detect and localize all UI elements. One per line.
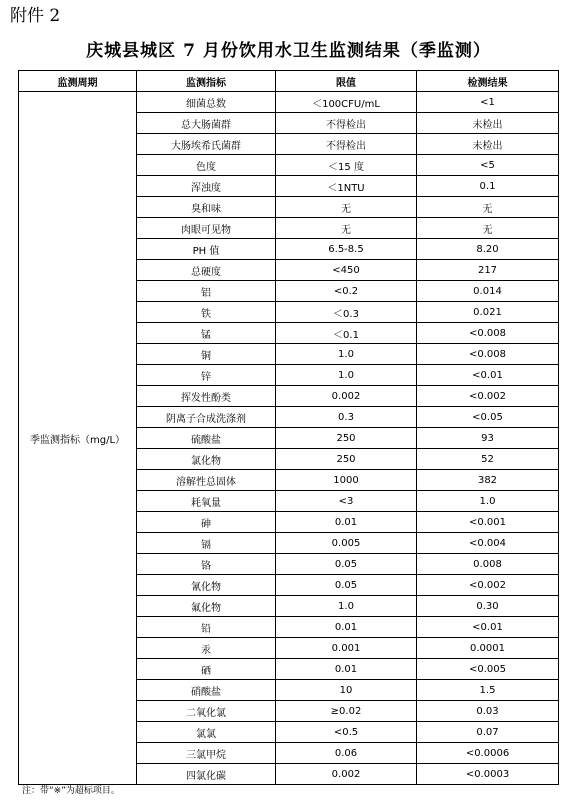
result-cell: 0.03 bbox=[417, 701, 559, 722]
indicator-cell: 二氧化氯 bbox=[137, 701, 276, 722]
result-cell: 93 bbox=[417, 428, 559, 449]
limit-cell: 0.3 bbox=[276, 407, 417, 428]
result-cell: 1.0 bbox=[417, 491, 559, 512]
indicator-cell: 溶解性总固体 bbox=[137, 470, 276, 491]
limit-cell: 0.002 bbox=[276, 764, 417, 785]
limit-cell: 0.01 bbox=[276, 512, 417, 533]
result-cell: <0.005 bbox=[417, 659, 559, 680]
result-cell: 8.20 bbox=[417, 239, 559, 260]
limit-cell: 无 bbox=[276, 197, 417, 218]
indicator-cell: 耗氧量 bbox=[137, 491, 276, 512]
limit-cell: 250 bbox=[276, 449, 417, 470]
limit-cell: 1.0 bbox=[276, 596, 417, 617]
indicator-cell: 铅 bbox=[137, 617, 276, 638]
indicator-cell: 汞 bbox=[137, 638, 276, 659]
indicator-cell: 浑浊度 bbox=[137, 176, 276, 197]
header-result: 检测结果 bbox=[417, 71, 559, 92]
footnote: 注：带“※”为超标项目。 bbox=[22, 786, 120, 796]
indicator-cell: 镉 bbox=[137, 533, 276, 554]
result-cell: <1 bbox=[417, 92, 559, 113]
result-cell: <0.0006 bbox=[417, 743, 559, 764]
result-cell: 217 bbox=[417, 260, 559, 281]
limit-cell: 1.0 bbox=[276, 365, 417, 386]
indicator-cell: 色度 bbox=[137, 155, 276, 176]
limit-cell: 0.01 bbox=[276, 617, 417, 638]
result-cell: 52 bbox=[417, 449, 559, 470]
indicator-cell: 氰化物 bbox=[137, 575, 276, 596]
result-cell: 0.014 bbox=[417, 281, 559, 302]
results-table bbox=[18, 70, 559, 785]
result-cell: 0.008 bbox=[417, 554, 559, 575]
indicator-cell: 硫酸盐 bbox=[137, 428, 276, 449]
result-cell: <0.004 bbox=[417, 533, 559, 554]
limit-cell: 0.001 bbox=[276, 638, 417, 659]
result-cell: <0.001 bbox=[417, 512, 559, 533]
limit-cell: 无 bbox=[276, 218, 417, 239]
limit-cell: <0.2 bbox=[276, 281, 417, 302]
result-cell: 0.0001 bbox=[417, 638, 559, 659]
limit-cell: <0.5 bbox=[276, 722, 417, 743]
indicator-cell: 铁 bbox=[137, 302, 276, 323]
result-cell: <0.05 bbox=[417, 407, 559, 428]
result-cell: 1.5 bbox=[417, 680, 559, 701]
indicator-cell: 细菌总数 bbox=[137, 92, 276, 113]
limit-cell: 0.005 bbox=[276, 533, 417, 554]
indicator-cell: 铝 bbox=[137, 281, 276, 302]
indicator-cell: 锌 bbox=[137, 365, 276, 386]
result-cell: 0.021 bbox=[417, 302, 559, 323]
indicator-cell: 挥发性酚类 bbox=[137, 386, 276, 407]
indicator-cell: 氯氯 bbox=[137, 722, 276, 743]
indicator-cell: 氯化物 bbox=[137, 449, 276, 470]
indicator-cell: 大肠埃希氏菌群 bbox=[137, 134, 276, 155]
indicator-cell: 锰 bbox=[137, 323, 276, 344]
limit-cell: 6.5-8.5 bbox=[276, 239, 417, 260]
indicator-cell: 硝酸盐 bbox=[137, 680, 276, 701]
indicator-cell: 总硬度 bbox=[137, 260, 276, 281]
limit-cell: ＜0.3 bbox=[276, 302, 417, 323]
table-row bbox=[19, 92, 559, 113]
result-cell: 0.07 bbox=[417, 722, 559, 743]
indicator-cell: PH 值 bbox=[137, 239, 276, 260]
limit-cell: 1000 bbox=[276, 470, 417, 491]
table-body bbox=[19, 92, 559, 785]
header-period: 监测周期 bbox=[19, 71, 137, 92]
limit-cell: ＜0.1 bbox=[276, 323, 417, 344]
limit-cell: 不得检出 bbox=[276, 134, 417, 155]
limit-cell: 0.01 bbox=[276, 659, 417, 680]
limit-cell: 10 bbox=[276, 680, 417, 701]
result-cell: <0.002 bbox=[417, 575, 559, 596]
indicator-cell: 阴离子合成洗涤剂 bbox=[137, 407, 276, 428]
indicator-cell: 硒 bbox=[137, 659, 276, 680]
limit-cell: ＜1NTU bbox=[276, 176, 417, 197]
indicator-cell: 铜 bbox=[137, 344, 276, 365]
limit-cell: 250 bbox=[276, 428, 417, 449]
limit-cell: ＜15 度 bbox=[276, 155, 417, 176]
result-cell: 382 bbox=[417, 470, 559, 491]
limit-cell: 0.06 bbox=[276, 743, 417, 764]
attachment-label: 附件 2 bbox=[10, 6, 61, 26]
indicator-cell: 臭和味 bbox=[137, 197, 276, 218]
result-cell: 0.30 bbox=[417, 596, 559, 617]
result-cell: 无 bbox=[417, 218, 559, 239]
indicator-cell: 总大肠菌群 bbox=[137, 113, 276, 134]
result-cell: 0.1 bbox=[417, 176, 559, 197]
table-header bbox=[19, 71, 559, 92]
limit-cell: ＜100CFU/mL bbox=[276, 92, 417, 113]
header-row bbox=[19, 71, 559, 92]
indicator-cell: 氟化物 bbox=[137, 596, 276, 617]
period-cell: 季监测指标（mg/L） bbox=[19, 92, 137, 785]
result-cell: 无 bbox=[417, 197, 559, 218]
result-cell: <0.008 bbox=[417, 344, 559, 365]
result-cell: 未检出 bbox=[417, 134, 559, 155]
limit-cell: <450 bbox=[276, 260, 417, 281]
result-cell: <5 bbox=[417, 155, 559, 176]
header-limit: 限值 bbox=[276, 71, 417, 92]
result-cell: <0.002 bbox=[417, 386, 559, 407]
result-cell: <0.0003 bbox=[417, 764, 559, 785]
indicator-cell: 肉眼可见物 bbox=[137, 218, 276, 239]
result-cell: <0.01 bbox=[417, 365, 559, 386]
document-title: 庆城县城区 7 月份饮用水卫生监测结果（季监测） bbox=[86, 41, 491, 61]
indicator-cell: 四氯化碳 bbox=[137, 764, 276, 785]
header-indicator: 监测指标 bbox=[137, 71, 276, 92]
limit-cell: ≥0.02 bbox=[276, 701, 417, 722]
result-cell: <0.01 bbox=[417, 617, 559, 638]
limit-cell: 0.002 bbox=[276, 386, 417, 407]
limit-cell: 不得检出 bbox=[276, 113, 417, 134]
limit-cell: 1.0 bbox=[276, 344, 417, 365]
limit-cell: 0.05 bbox=[276, 575, 417, 596]
indicator-cell: 砷 bbox=[137, 512, 276, 533]
result-cell: <0.008 bbox=[417, 323, 559, 344]
result-cell: 未检出 bbox=[417, 113, 559, 134]
indicator-cell: 铬 bbox=[137, 554, 276, 575]
limit-cell: <3 bbox=[276, 491, 417, 512]
limit-cell: 0.05 bbox=[276, 554, 417, 575]
indicator-cell: 三氯甲烷 bbox=[137, 743, 276, 764]
